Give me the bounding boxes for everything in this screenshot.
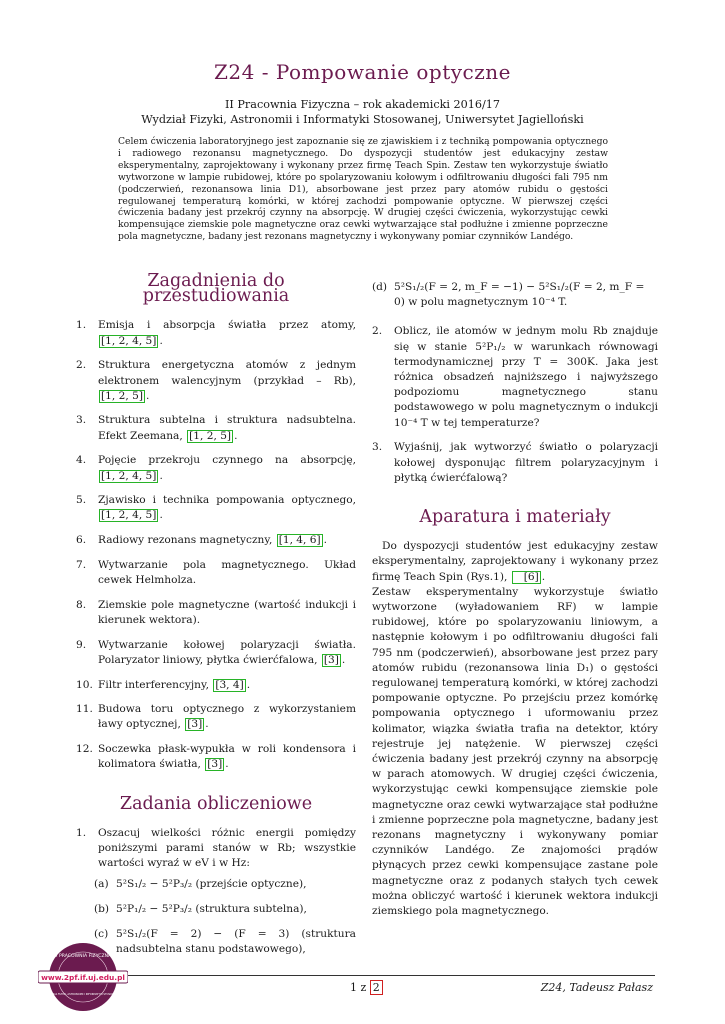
tasks-list-continued (372, 324, 658, 486)
citation-link[interactable]: [1, 2, 4, 5] (101, 469, 157, 482)
right-column (372, 280, 658, 919)
list-item: 4. Pojęcie przekroju czynnego na absorpcję, [1, 2, 4, 5] . (76, 454, 356, 482)
logo-top-text: II PRACOWNIA FIZYCZNA (54, 954, 112, 959)
total-pages-link[interactable]: 2 (370, 980, 383, 995)
citation-link[interactable]: [3] (207, 758, 223, 771)
citation-link[interactable]: [1, 2, 5] (189, 429, 232, 442)
sub-list-continued (372, 280, 658, 310)
list-item: 1. Oszacuj wielkości różnic energii pomiędzy poniższymi parami stanów w Rb; wszystkie wartości wyraź w eV i w Hz: (a) 5²S₁/₂ − 5²P₃/₂ (przejście optyczne), (b) 5²P₁/₂ − 5²P₃/₂ (struktura subtelna), (c) 5²S₁/₂(F = 2) − (F = 3) (struktura nadsubtelna stanu podstawowego), (76, 826, 356, 957)
tasks-heading: Zadania obliczeniowe (119, 793, 313, 814)
list-item: 2. Struktura energetyczna atomów z jednym elektronem walencyjnym (przykład – Rb), [1, 2, 5] . (76, 359, 356, 402)
list-item: 1. Emisja i absorpcja światła przez atomy, [1, 2, 4, 5] . (76, 319, 356, 347)
logo-bottom-text: WYDZIAŁ FIZYKI, ASTRONOMII I INFORMATYKI STOSOWANEJ (45, 993, 121, 996)
apparatus-heading: Aparatura i materiały (419, 506, 611, 527)
citation-link[interactable]: [1, 2, 4, 5] (101, 334, 157, 347)
list-item: 3. Wyjaśnij, jak wytworzyć światło o polaryzacji kołowej dysponując filtrem polaryzacyjnym i płytką ćwierćfalową? (372, 441, 658, 484)
left-column (76, 271, 356, 967)
citation-link[interactable]: [1, 2, 5] (101, 389, 143, 402)
page-number: 1 z 2 (350, 981, 383, 994)
citation-link[interactable]: [1, 2, 4, 5] (101, 509, 157, 522)
citation-link[interactable]: [3] (323, 653, 339, 666)
topics-list (76, 318, 356, 772)
citation-link[interactable]: [1, 4, 6] (278, 534, 321, 547)
course-line: II Pracownia Fizyczna – rok akademicki 2016/17 (225, 98, 500, 111)
apparatus-intro: Do dyspozycji studentów jest edukacyjny zestaw eksperymentalny, zaprojektowany i wykonany przez firmę Teach Spin (Rys.1), [6] . (372, 540, 658, 583)
abstract: Celem ćwiczenia laboratoryjnego jest zapoznanie się ze zjawiskiem i z techniką pompowania optycznego i radiowego rezonansu magnetycznego. Do dyspozycji studentów jest edukacyjny zestaw eksperymentalny, zaprojektowany i wykonany przez firmę Teach Spin. Zestaw ten wykorzystuje światło wytworzone w lampie rubidowej, które po spolaryzowaniu kołowym i odfiltrowaniu długości fali 795 nm (podczerwień, rezonansowa linia D1), absorbowane jest przez pary atomów rubidu o gęstości regulowanej temperaturą komórki, w której zachodzi pompowanie optyczne. W pierwszej części ćwiczenia badany jest przekrój czynny na absorpcję. W drugiej części ćwiczenia, wykorzystując cewki kompensujące ziemskie pole magnetyczne oraz cewki wytwarzające stał podłużne i zmienne poprzeczne pola magnetyczne, badany jest rezonans magnetyczny i wykonywany pomiar czynników Landégo. (118, 136, 608, 243)
faculty-line: Wydział Fizyki, Astronomii i Informatyki Stosowanej, Uniwersytet Jagielloński (141, 113, 584, 126)
list-item: 10. Filtr interferencyjny, [3, 4] . (76, 678, 251, 691)
sub-item: (a) 5²S₁/₂ − 5²P₃/₂ (przejście optyczne), (94, 878, 307, 891)
list-item: 8. Ziemskie pole magnetyczne (wartość indukcji i kierunek wektora). (76, 598, 356, 626)
list-item: 3. Struktura subtelna i struktura nadsubtelna. Efekt Zeemana, [1, 2, 5] . (76, 414, 356, 442)
pracownia-logo[interactable] (38, 940, 128, 1014)
page-title: Z24 - Pompowanie optyczne (214, 60, 511, 84)
logo-url: www.2pf.if.uj.edu.pl (41, 973, 125, 982)
citation-link[interactable]: [6] (512, 571, 541, 584)
list-item: 2. Oblicz, ile atomów w jednym molu Rb znajduje się w stanie 5²P₁/₂ w warunkach równowagi termodynamicznej przy T = 300K. Jaka jest różnica obsadzeń najniższego i najwyższego podpoziomu magnetycznego stanu podstawowego w polu magnetycznym o indukcji 10⁻⁴ T w tej temperaturze? (372, 325, 658, 429)
list-item: 6. Radiowy rezonans magnetyczny, [1, 4, 6] . (76, 534, 328, 547)
list-item: 7. Wytwarzanie pola magnetycznego. Układ cewek Helmholza. (76, 558, 356, 587)
footer-author: Z24, Tadeusz Pałasz (540, 981, 653, 994)
footer-rule (124, 975, 655, 976)
sub-item: (c) 5²S₁/₂(F = 2) − (F = 3) (struktura nadsubtelna stanu podstawowego), (94, 927, 356, 955)
list-item: 5. Zjawisko i technika pompowania optycznego, [1, 2, 4, 5] . (76, 494, 356, 522)
list-item: 9. Wytwarzanie kołowej polaryzacji światła. Polaryzator liniowy, płytka ćwierćfalowa, [3] . (76, 638, 356, 666)
topics-heading: Zagadnienia do przestudiowania (142, 271, 290, 307)
subtitle (0, 97, 725, 127)
citation-link[interactable]: [3, 4] (215, 678, 244, 691)
sub-list (94, 877, 356, 957)
sub-item: (d) 5²S₁/₂(F = 2, m_F = −1) − 5²S₁/₂(F = 2, m_F = 0) w polu magnetycznym 10⁻⁴ T. (372, 281, 645, 309)
list-item: 11. Budowa toru optycznego z wykorzystaniem ławy optycznej, [3] . (76, 703, 356, 731)
list-item: 12. Soczewka płask-wypukła w roli kondensora i kolimatora światła, [3] . (76, 743, 356, 771)
apparatus-description: Zestaw eksperymentalny wykorzystuje światło wytworzone (wyładowaniem RF) w lampie rubidowej, które po spolaryzowaniu liniowym, a następnie kołowym i po odfiltrowaniu długości fali 795 nm (podczerwień), absorbowane jest przez pary atomów rubidu (rezonansowa linia D₁) o gęstości regulowanej temperaturą komórki, w której zachodzi pompowanie optyczne. Po przejściu przez komórkę pompowania optycznego i uformowaniu przez kolimator, wiązka światła trafia na detektor, który rejestruje jej natężenie. W pierwszej części ćwiczenia badany jest przekrój czynny na absorpcję w parach atomowych. W drugiej części ćwiczenia, wykorzystując cewki kompensujące ziemskie pole magnetyczne oraz cewki wytwarzające stał podłużne i zmienne poprzeczne pola magnetyczne, badany jest rezonans magnetyczny i wykonywany pomiar czynników Landégo. Ze znajomości prądów płynących przez cewki kompensujące zastane pole magnetyczne oraz z podanych stałych tych cewek można obliczyć wartość i kierunek wektora indukcji ziemskiego pola magnetycznego. (372, 585, 658, 918)
sub-item: (b) 5²P₁/₂ − 5²P₃/₂ (struktura subtelna), (94, 903, 307, 916)
tasks-list (76, 826, 356, 957)
citation-link[interactable]: [3] (187, 718, 203, 731)
